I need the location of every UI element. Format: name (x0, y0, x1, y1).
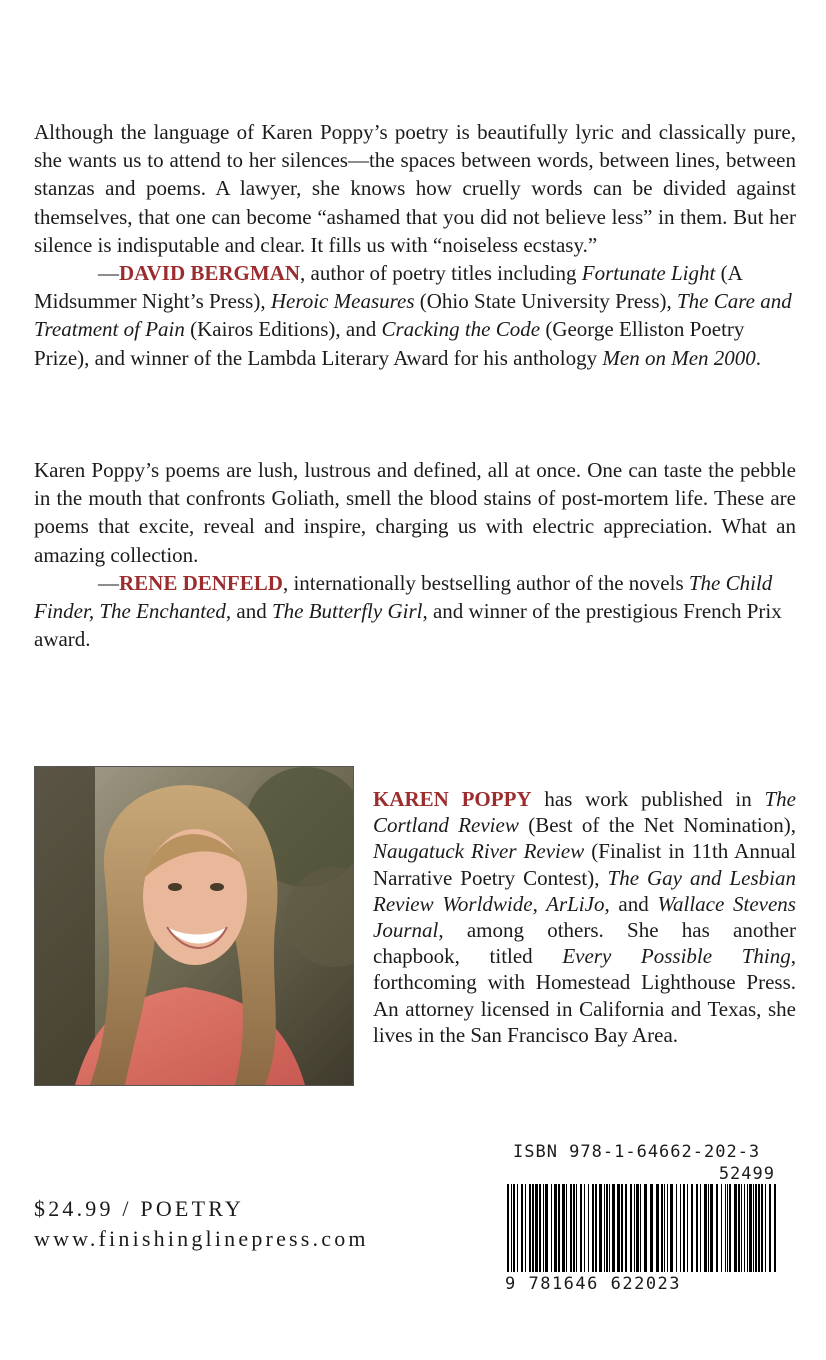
barcode-bar (761, 1184, 763, 1272)
barcode-bar (680, 1184, 681, 1272)
text-fragment: (George Elliston Poetry Prize), and winner of the Lambda Literary Award for his anthology (34, 317, 745, 370)
blurb-author-name: DAVID BERGMAN (119, 261, 301, 286)
barcode-price-code: 52499 (718, 1164, 775, 1184)
barcode-bar (738, 1184, 740, 1272)
barcode-bar (636, 1184, 639, 1272)
barcode-bar (529, 1184, 531, 1272)
blurb-attribution (34, 259, 796, 372)
barcode-bar (765, 1184, 766, 1272)
barcode-bar (687, 1184, 688, 1272)
barcode-bar (650, 1184, 653, 1272)
barcode-bar (525, 1184, 526, 1272)
barcode-bar (708, 1184, 709, 1272)
barcode-bar (741, 1184, 742, 1272)
barcode-bar (513, 1184, 515, 1272)
publisher-website: www.finishinglinepress.com (34, 1226, 369, 1251)
text-fragment: . (755, 345, 762, 370)
blurb-rene-denfeld (34, 456, 796, 653)
barcode-bar (599, 1184, 602, 1272)
barcode-bar (676, 1184, 677, 1272)
barcode-bar (595, 1184, 597, 1272)
italic-title: Men on Men 2000 (602, 345, 756, 370)
text-fragment: , internationally bestselling author of the novels (282, 570, 689, 595)
barcode-bar (621, 1184, 623, 1272)
barcode-bar (609, 1184, 610, 1272)
isbn-label: ISBN 978-1-64662-202-3 (513, 1142, 761, 1162)
barcode-bar (580, 1184, 582, 1272)
italic-title: The Gay and Lesbian Review Worldwide, ArLiJo (373, 865, 796, 916)
barcode-bar (729, 1184, 731, 1272)
barcode-bar (704, 1184, 707, 1272)
text-fragment: (A Midsummer Night’s Press), (34, 261, 742, 314)
barcode-bar (700, 1184, 701, 1272)
text-fragment: , among others. She has another chapbook, titled (373, 918, 796, 969)
italic-title: Wallace Stevens Journal (373, 891, 796, 943)
blurb-david-bergman (34, 118, 796, 372)
barcode-bar (562, 1184, 565, 1272)
text-fragment: has work published in (531, 787, 765, 811)
barcode-bar (625, 1184, 627, 1272)
barcode-bar (644, 1184, 647, 1272)
barcode-bar (592, 1184, 594, 1272)
barcode-bar (588, 1184, 589, 1272)
barcode-bar (551, 1184, 552, 1272)
blurb-body: Although the language of Karen Poppy’s poetry is beautifully lyric and classically pure, she wants us to attend to her silences—the spaces between words, between lines, between stanzas and poems. A lawyer, she knows how cruelly words can be divided against themselves, that one can become “ashamed that you did not believe less” in them. But her silence is indisputable and clear. It fills us with “noiseless ecstasy.” (34, 120, 796, 257)
italic-title: Every Possible Thing (562, 944, 791, 969)
barcode-bar (725, 1184, 726, 1272)
italic-title: The Cortland Review (373, 787, 796, 838)
barcode-bar (753, 1184, 754, 1272)
barcode-bar (640, 1184, 641, 1272)
barcode-bar (604, 1184, 605, 1272)
barcode-bar (617, 1184, 620, 1272)
blurb-author-name: RENE DENFELD (119, 570, 283, 595)
barcode-bar (634, 1184, 635, 1272)
barcode-bar (507, 1184, 509, 1272)
barcode-bar (710, 1184, 713, 1272)
text-fragment: (Ohio State University Press), (414, 289, 677, 314)
text-fragment: , author of poetry titles including (300, 261, 582, 286)
barcode-bar (727, 1184, 728, 1272)
isbn-barcode (505, 1142, 781, 1302)
barcode-bar (755, 1184, 757, 1272)
barcode-bar (758, 1184, 760, 1272)
barcode-bar (535, 1184, 538, 1272)
barcode-bar (521, 1184, 523, 1272)
attribution-dash: — (98, 261, 119, 286)
bio-details (373, 787, 796, 1047)
barcode-bar (721, 1184, 722, 1272)
barcode-bar (716, 1184, 718, 1272)
italic-title: Naugatuck River Review (373, 839, 585, 864)
barcode-bar (744, 1184, 745, 1272)
italic-title: The Child Finder, The Enchanted, (34, 570, 773, 624)
price-and-website (34, 1194, 369, 1254)
italic-title: Cracking the Code (381, 317, 541, 342)
barcode-bar (566, 1184, 567, 1272)
barcode-bar (734, 1184, 737, 1272)
barcode-bar (543, 1184, 544, 1272)
attribution-dash: — (98, 570, 119, 595)
bio-author-name: KAREN POPPY (373, 787, 532, 811)
barcode-bar (511, 1184, 512, 1272)
italic-title: The Butterfly Girl (271, 599, 423, 624)
barcode-bar (545, 1184, 548, 1272)
author-bio (373, 786, 796, 1048)
barcode-bar (661, 1184, 663, 1272)
price-category: $24.99 / POETRY (34, 1196, 244, 1221)
barcode-bar (576, 1184, 577, 1272)
barcode-bar (606, 1184, 608, 1272)
italic-title: Heroic Measures (270, 289, 415, 314)
barcode-bar (747, 1184, 748, 1272)
text-fragment: , and (604, 891, 658, 916)
barcode-bar (696, 1184, 698, 1272)
barcode-bar (670, 1184, 673, 1272)
author-portrait-illustration (35, 767, 353, 1085)
barcode-bar (573, 1184, 575, 1272)
barcode-bar (539, 1184, 541, 1272)
barcode-bar (683, 1184, 685, 1272)
barcode-bar (769, 1184, 771, 1272)
text-fragment: (Kairos Editions), and (184, 317, 382, 342)
barcode-bar (554, 1184, 557, 1272)
text-fragment: (Best of the Net Nomination), (518, 813, 796, 838)
blurb-attribution (34, 569, 796, 654)
barcode-digits: 9 781646 622023 (505, 1274, 682, 1294)
barcode-bar (664, 1184, 665, 1272)
author-photo (34, 766, 354, 1086)
barcode-bar (774, 1184, 776, 1272)
barcode-bar (532, 1184, 534, 1272)
barcode-bar (656, 1184, 659, 1272)
barcode-bar (570, 1184, 572, 1272)
text-fragment: , and winner of the prestigious French Prix award. (34, 599, 782, 652)
text-fragment: , forthcoming with Homestead Lighthouse Press. An attorney licensed in California and Texas, she lives in the San Francisco Bay Area. (373, 944, 796, 1047)
text-fragment: (Finalist in 11th Annual Narrative Poetry Contest), (373, 839, 797, 890)
barcode-bar (517, 1184, 518, 1272)
barcode-bar (558, 1184, 560, 1272)
barcode-bar (630, 1184, 632, 1272)
barcode-bar (584, 1184, 585, 1272)
barcode-bar (667, 1184, 668, 1272)
barcode-bars (505, 1184, 781, 1274)
blurb-body: Karen Poppy’s poems are lush, lustrous and defined, all at once. One can taste the pebble in the mouth that confronts Goliath, smell the blood stains of post-mortem life. These are poems that excite, reveal and inspire, charging us with electric appreciation. What an amazing collection. (34, 458, 796, 567)
italic-title: Fortunate Light (581, 261, 716, 286)
barcode-bar (612, 1184, 615, 1272)
barcode-bar (691, 1184, 693, 1272)
barcode-bar (749, 1184, 752, 1272)
text-fragment: and (231, 599, 272, 624)
italic-title: The Care and Treatment of Pain (34, 289, 792, 342)
